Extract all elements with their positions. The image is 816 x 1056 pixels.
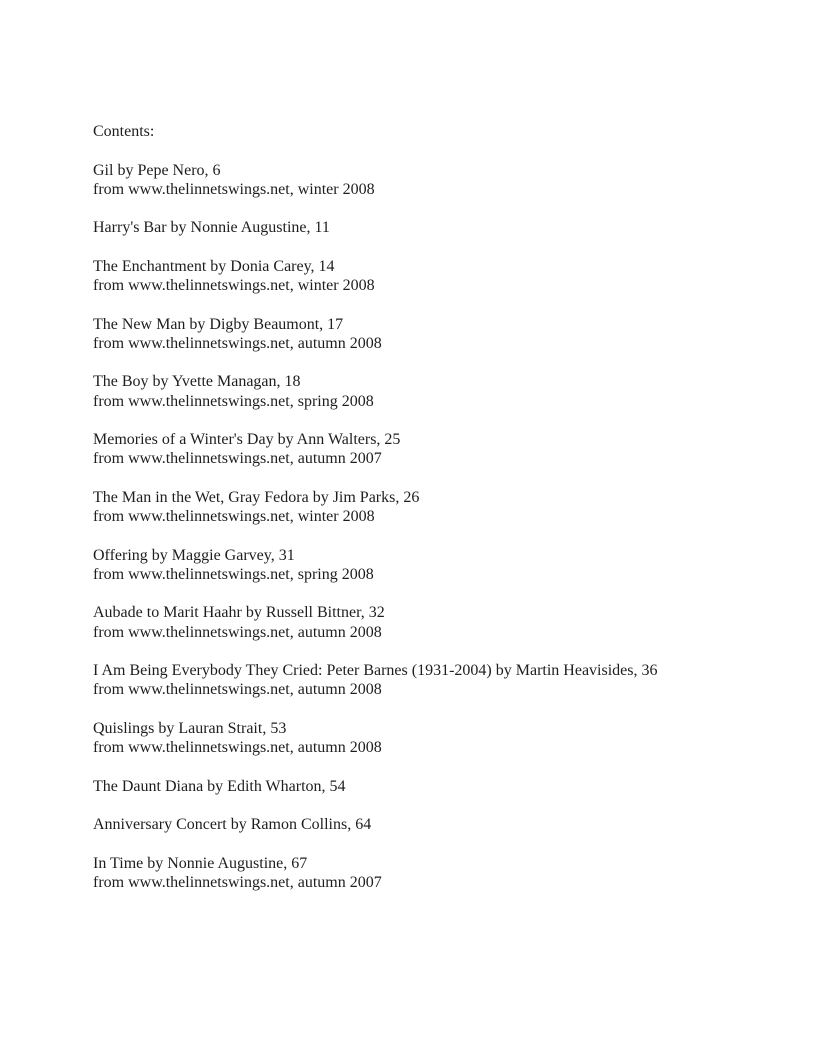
toc-entry xyxy=(93,315,756,354)
entry-title: The Daunt Diana by Edith Wharton, 54 xyxy=(93,777,346,795)
entry-source: from www.thelinnetswings.net, autumn 2007 xyxy=(93,450,382,468)
entry-source: from www.thelinnetswings.net, spring 2008 xyxy=(93,565,374,583)
entry-title: Gil by Pepe Nero, 6 xyxy=(93,161,221,179)
toc-entry xyxy=(93,854,756,893)
entry-source: from www.thelinnetswings.net, winter 2008 xyxy=(93,508,375,525)
entry-source: from www.thelinnetswings.net, autumn 2008 xyxy=(93,739,382,756)
entry-title: The Boy by Yvette Managan, 18 xyxy=(93,373,301,391)
entry-source: from www.thelinnetswings.net, winter 2008 xyxy=(93,180,375,198)
entry-source: from www.thelinnetswings.net, winter 2008 xyxy=(93,277,375,294)
toc-entry xyxy=(93,719,756,758)
toc-entry xyxy=(93,661,756,700)
contents-entries xyxy=(93,161,756,893)
entry-source: from www.thelinnetswings.net, spring 2008 xyxy=(93,392,374,410)
entry-title: Anniversary Concert by Ramon Collins, 64 xyxy=(93,816,372,833)
entry-source: from www.thelinnetswings.net, autumn 2008 xyxy=(93,681,382,699)
entry-title: Aubade to Marit Haahr by Russell Bittner, 32 xyxy=(93,604,385,622)
entry-source: from www.thelinnetswings.net, autumn 2007 xyxy=(93,873,382,891)
contents-heading: Contents: xyxy=(93,123,155,140)
entry-title: Offering by Maggie Garvey, 31 xyxy=(93,546,295,564)
entry-title: In Time by Nonnie Augustine, 67 xyxy=(93,854,308,872)
entry-title: Quislings by Lauran Strait, 53 xyxy=(93,719,287,737)
toc-entry xyxy=(93,603,756,642)
entry-title: I Am Being Everybody They Cried: Peter Barnes (1931-2004) by Martin Heavisides, 36 xyxy=(93,662,658,679)
toc-entry xyxy=(93,815,756,834)
table-of-contents xyxy=(93,122,756,892)
toc-entry xyxy=(93,777,756,796)
entry-title: The New Man by Digby Beaumont, 17 xyxy=(93,315,344,333)
entry-source: from www.thelinnetswings.net, autumn 2008 xyxy=(93,334,382,352)
entry-title: Memories of a Winter's Day by Ann Walters, 25 xyxy=(93,431,401,448)
toc-entry xyxy=(93,546,756,585)
entry-title: The Man in the Wet, Gray Fedora by Jim Parks, 26 xyxy=(93,488,420,506)
entry-title: Harry's Bar by Nonnie Augustine, 11 xyxy=(93,219,330,237)
entry-title: The Enchantment by Donia Carey, 14 xyxy=(93,257,335,275)
entry-source: from www.thelinnetswings.net, autumn 2008 xyxy=(93,623,382,641)
toc-entry xyxy=(93,488,756,527)
toc-entry xyxy=(93,218,756,237)
toc-entry xyxy=(93,372,756,411)
toc-entry xyxy=(93,161,756,200)
toc-entry xyxy=(93,430,756,469)
toc-entry xyxy=(93,257,756,296)
